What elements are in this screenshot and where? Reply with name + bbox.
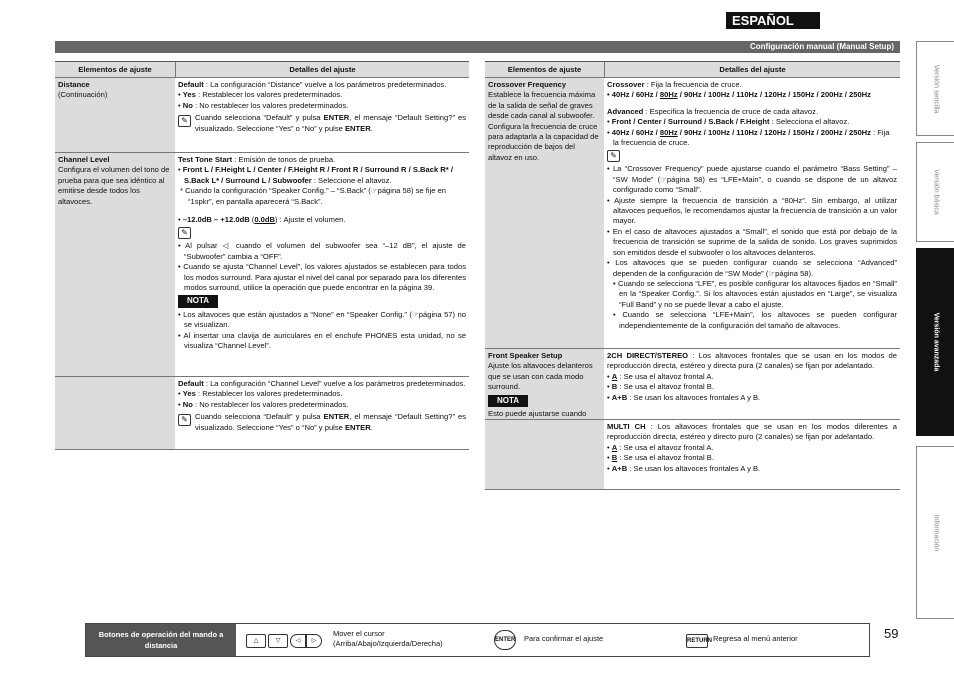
option-text: : Se usan los altavoces frontales A y B. (627, 463, 761, 473)
tab-version-sencilla[interactable] (916, 41, 954, 136)
return-text: Regresa al menú anterior (713, 634, 798, 643)
subtip-item: Cuando se selecciona “LFE”, es posible configurar los altavoces fijados en “Small” en la “Speaker Config.”. Si los altavoces están ajustados en “Large”, se visualiza “Full Band” y no se puede llevar a cabo el ajuste. (617, 278, 897, 309)
tip-text-3: . (370, 422, 373, 432)
wrench-icon: ✎ (178, 414, 191, 426)
tab-version-basica[interactable] (916, 142, 954, 242)
multi-ch-label: MULTI CH (607, 422, 646, 431)
enter-key-label: ENTER (323, 113, 350, 123)
right-table (485, 61, 900, 490)
tip-item: Los altavoces que se pueden configurar cuando se selecciona “Advanced” dependen de la configuración de “SW Mode” (☞página 58). (613, 258, 897, 278)
default-value: 0.0dB (254, 215, 276, 225)
enter-text: Para confirmar el ajuste (524, 634, 604, 643)
no-text: : No restablecer los valores predeterminados. (192, 100, 349, 110)
option-key: A+B (611, 392, 628, 402)
tab-label: Versión básica (932, 169, 939, 215)
test-tone-text: : Emisión de tonos de prueba. (232, 155, 336, 164)
enter-key-label: ENTER (323, 412, 350, 422)
item-description: Configura el volumen del tono de prueba para que sea idéntico al emitirse desde todos los altavoces. (58, 165, 170, 206)
option-text: : Se usa el altavoz frontal B. (617, 382, 714, 392)
tab-label: Versión sencilla (932, 64, 939, 113)
advanced-text: : Especifica la frecuencia de cruce de cada altavoz. (643, 106, 819, 116)
yes-text: : Restablecer los valores predeterminados. (195, 90, 343, 100)
wrench-icon: ✎ (178, 227, 191, 239)
no-text: : No restablecer los valores predeterminados. (192, 399, 349, 409)
enter-key-label: ENTER (344, 123, 371, 133)
enter-key-label: ENTER (344, 422, 371, 432)
freq-default: 80Hz (659, 90, 678, 100)
header-col1: Elementos de ajuste (485, 62, 604, 77)
left-table (55, 61, 469, 450)
tip-text-3: . (370, 123, 373, 133)
tab-version-avanzada[interactable] (916, 248, 954, 436)
range-label: –12.0dB – +12.0dB (182, 215, 250, 225)
speaker-text: : Selecciona el altavoz. (769, 117, 850, 127)
tip-item: La “Crossover Frequency” puede ajustarse cuando el parámetro “Bass Setting” – “SW Mode” (☞página 58) es “LFE+Main”, o cuando se dispone de un altavoz configurado como “Small”. (612, 164, 897, 195)
language-label: ESPAÑOL (726, 12, 820, 29)
default-text: : La configuración “Channel Level” vuelve a los parámetros predeterminados. (203, 379, 466, 388)
note-text: Esto puede ajustarse cuando (488, 409, 587, 419)
crossover-text: : Fija la frecuencia de cruce. (644, 80, 742, 89)
channel-list: Front L / F.Height L / Center / F.Height R / Front R / Surround R / S.Back R* / S.Back L* / Surround L / Subwoofer (182, 165, 453, 185)
option-text: : Se usa el altavoz frontal A. (617, 371, 714, 381)
option-key: A (611, 442, 618, 452)
up-arrow-icon: △ (246, 634, 266, 648)
footer-label: Botones de operación del mando a distancia (86, 624, 236, 656)
item-description: Ajuste los altavoces delanteros que se usan con cada modo surround. (488, 361, 593, 392)
return-button-icon: RETURN (686, 634, 708, 648)
wrench-icon: ✎ (178, 115, 191, 127)
option-key: A (611, 371, 618, 381)
no-label: No (182, 399, 193, 409)
nota-badge: NOTA (488, 395, 528, 407)
tip-item: Al pulsar ◁ cuando el volumen del subwoofer sea “–12 dB”, el ajuste de “Subwoofer” cambia a “OFF”. (184, 241, 466, 261)
item-title: Front Speaker Setup (488, 351, 563, 360)
tip-text-2: , el mensaje “Default Setting?” es visualizado. Seleccione “Yes” o “No” y pulse (195, 113, 466, 133)
advanced-label: Advanced (607, 106, 644, 116)
ch2-prefix: 2 (607, 351, 612, 360)
tip-item: En el caso de altavoces ajustados a “Small”, el sonido que está por debajo de la frecuencia de transición se suprime de la salida de sonido. Los graves suprimidos son emitidos desde el subwoofer o los altavoces delanteros. (612, 226, 897, 257)
remote-buttons-legend (85, 623, 870, 657)
tip-item: Ajuste siempre la frecuencia de transición a “80Hz”. Sin embargo, al utilizar altavoces pequeños, le recomendamos ajustar la frecuencia de transición a un valor mayor. (613, 195, 897, 226)
asterisk-note: Cuando la configuración “Speaker Config.” – “S.Back” (☞página 58) se fije en “1spkr”, en pantalla aparecerá “S.Back”. (185, 186, 446, 206)
subtip-item: Cuando se selecciona “LFE+Main”, los altavoces se pueden configurar independientemente de la configuración del tamaño de altavoces. (619, 310, 897, 330)
table-row-crossover: Crossover Frequency Establece la frecuencia máxima de la salida de señal de graves desde cada canal al subwoofer. Configura la frecuencia de cruce para adaptarla a la capacidad de reproducción de bajos del altavoz en uso. Crossover : Fija la frecuencia de cruce. • 40Hz / 60Hz / 80Hz / 90Hz / 100Hz / 110Hz / 120Hz / 150Hz / 200Hz / 250Hz Advanced : Especifica la frecuencia de cruce de cada altavoz. • Front / Center / Surround / S.Back / F.Height : Selecciona el altavoz. • 40Hz / 60Hz / 80Hz / 90Hz / 100Hz / 110Hz / 120Hz / 150Hz / 200Hz / 250Hz : Fija la frecuencia de cruce. ✎ • La “Crossover Frequency” puede ajustarse cuando el parámetro “Bass Setting” – “SW Mode” (☞página 58) es “LFE+Main”, o cuando se dispone de un altavoz configurado como “Small”. • Ajuste siempre la frecuencia de transición a “80Hz”. Sin embargo, al utilizar altavoces pequeños, le recomendamos ajustar la frecuencia de transición a un valor mayor. • En el caso de altavoces ajustados a “Small”, el sonido que está por debajo de la frecuencia de transición se suprime de la salida de sonido. Los graves suprimidos son emitidos desde el subwoofer o los altavoces delanteros. • Los altavoces que se pueden configurar cuando se selecciona “Advanced” dependen de la configuración de “SW Mode” (☞página 58). • Cuando se selecciona “LFE”, es posible configurar los altavoces fijados en “Small” en la “Speaker Config.”. Si los altavoces están ajustados en “Large”, se visualiza “Full Band” y no se puede llevar a cabo el ajuste. • Cuando se selecciona “LFE+Main”, los altavoces se pueden configurar independientemente de la configuración del tamaño de altavoces. (485, 78, 900, 349)
down-arrow-icon: ▽ (268, 634, 288, 648)
tip-text: Cuando selecciona “Default” y pulsa (195, 412, 324, 422)
test-tone-label: Test Tone Start (178, 155, 233, 164)
item-description: Establece la frecuencia máxima de la salida de señal de graves desde cada canal al subwoofer. Configura la frecuencia de cruce para adaptarla a la capacidad de reproducción de bajos del altavoz en uso. (488, 90, 599, 162)
ch2-label: CH DIRECT/STEREO (611, 351, 689, 360)
option-text: : Se usan los altavoces frontales A y B. (627, 392, 761, 402)
enter-button-icon: ENTER (494, 630, 516, 650)
multi-ch-text: : Los altavoces frontales que se usan en los modos diferentes a reproducción directa, estéreo y directo puro (2 canales) se fijan por adelantado. (607, 422, 897, 442)
freq-list: 40Hz / 60Hz / (611, 127, 660, 137)
freq-list: 40Hz / 60Hz / (611, 90, 660, 100)
yes-label: Yes (182, 90, 196, 100)
freq-list: / 90Hz / 100Hz / 110Hz / 120Hz / 150Hz / 200Hz / 250Hz (677, 90, 871, 100)
item-title: Channel Level (58, 155, 110, 164)
header-col2: Detalles del ajuste (175, 62, 469, 77)
item-title: Distance (58, 80, 90, 89)
ch2-text: : Los altavoces frontales que se usan en los modos de reproducción directa, estéreo y directa pura (2 canales) se fijan por adelantado. (607, 351, 897, 371)
freq-list: / 90Hz / 100Hz / 110Hz / 120Hz / 150Hz / 200Hz / 250Hz (677, 127, 871, 137)
tip-text-2: , el mensaje “Default Setting?” es visualizado. Seleccione “Yes” o “No” y pulse (195, 412, 466, 432)
default-text: : La configuración “Distance” vuelve a los parámetros predeterminados. (203, 80, 447, 89)
table-row-multi-ch: MULTI CH : Los altavoces frontales que se usan en los modos diferentes a reproducción directa, estéreo y directo puro (2 canales) se fijan por adelantado. • A : Se usa el altavoz frontal A. • B : Se usa el altavoz frontal B. • A+B : Se usan los altavoces frontales A y B. (485, 420, 900, 490)
option-key: A+B (611, 463, 628, 473)
table-row-distance: Distance (Continuación) Default : La configuración “Distance” vuelve a los parámetros predeterminados. • Yes : Restablecer los valores predeterminados. • No : No restablecer los valores predeterminados. ✎ Cuando selecciona “Default” y pulsa ENTER, el mensaje “Default Setting?” es visualizado. Seleccione “Yes” o “No” y pulse ENTER. (55, 78, 469, 153)
page-number: 59 (884, 626, 899, 641)
default-label: Default (178, 379, 204, 388)
header-col1: Elementos de ajuste (55, 62, 175, 77)
header-col2: Detalles del ajuste (604, 62, 900, 77)
yes-text: : Restablecer los valores predeterminados. (195, 389, 343, 399)
tab-label: Información (932, 514, 939, 551)
freq-default: 80Hz (659, 127, 678, 137)
wrench-icon: ✎ (607, 150, 620, 162)
tip-text: Cuando selecciona “Default” y pulsa (195, 113, 324, 123)
no-label: No (182, 100, 193, 110)
tab-informacion[interactable] (916, 446, 954, 619)
nota-badge: NOTA (178, 295, 218, 307)
table-header (55, 62, 469, 78)
right-arrow-icon: ▷ (306, 634, 322, 648)
note-item: Al insertar una clavija de auriculares en el enchufe PHONES esta unidad, no se visualiza “Channel Level”. (183, 330, 466, 351)
left-arrow-icon: ◁ (290, 634, 306, 648)
move-cursor-text: Mover el cursor (Arriba/Abajo/Izquierda/Derecha) (333, 629, 443, 648)
speaker-list: Front / Center / Surround / S.Back / F.Height (611, 117, 770, 127)
option-text: : Se usa el altavoz frontal A. (617, 442, 714, 452)
table-row-channel-level: Channel Level Configura el volumen del tono de prueba para que sea idéntico al emitirse desde todos los altavoces. Test Tone Start : Emisión de tonos de prueba. • Front L / F.Height L / Center / F.Height R / Front R / Surround R / S.Back R* / S.Back L* / Surround L / Subwoofer : Seleccione el altavoz. * Cuando la configuración “Speaker Config.” – “S.Back” (☞página 58) se fije en “1spkr”, en pantalla aparecerá “S.Back”. • –12.0dB – +12.0dB (0.0dB) : Ajuste el volumen. ✎ • Al pulsar ◁ cuando el volumen del subwoofer sea “–12 dB”, el ajuste de “Subwoofer” cambia a “OFF”. • Cuando se ajusta “Channel Level”, los valores ajustados se establecen para todos los modos surround. Para ajustar el nivel del canal por separado para los diferentes modos surround, utilice la operación que puede encontrar en la página 39. NOTA • Los altavoces que están ajustados a “None” en “Speaker Config.” (☞página 57) no se visualizan. • Al insertar una clavija de auriculares en el enchufe PHONES esta unidad, no se visualiza “Channel Level”. (55, 153, 469, 377)
option-key: B (611, 453, 618, 463)
channel-list-text: : Seleccione el altavoz. (311, 175, 392, 185)
tab-label: Versión avanzada (932, 312, 939, 372)
table-header (485, 62, 900, 78)
item-title: Crossover Frequency (488, 80, 567, 89)
freq-text: : Fija la frecuencia de cruce. (613, 127, 890, 148)
note-item: Los altavoces que están ajustados a “None” en “Speaker Config.” (☞página 57) no se visualizan. (183, 309, 466, 330)
table-row-channel-default: Default : La configuración “Channel Level” vuelve a los parámetros predeterminados. • Yes : Restablecer los valores predeterminados. • No : No restablecer los valores predeterminados. ✎ Cuando selecciona “Default” y pulsa ENTER, el mensaje “Default Setting?” es visualizado. Seleccione “Yes” o “No” y pulse ENTER. (55, 377, 469, 450)
option-key: B (611, 382, 618, 392)
crossover-label: Crossover (607, 80, 645, 89)
range-text: : Ajuste el volumen. (277, 215, 346, 225)
option-text: : Se usa el altavoz frontal B. (617, 453, 714, 463)
item-subtitle: (Continuación) (58, 90, 108, 100)
table-row-front-speaker: Front Speaker Setup Ajuste los altavoces delanteros que se usan con cada modo surround. NOTA Esto puede ajustarse cuando 2CH DIRECT/STEREO : Los altavoces frontales que se usan en los modos de reproducción directa, estéreo y directa pura (2 canales) se fijan por adelantado. • A : Se usa el altavoz frontal A. • B : Se usa el altavoz frontal B. • A+B : Se usan los altavoces frontales A y B. (485, 349, 900, 420)
default-label: Default (178, 80, 204, 89)
yes-label: Yes (182, 389, 196, 399)
section-header: Configuración manual (Manual Setup) (55, 41, 900, 53)
tip-item: Cuando se ajusta “Channel Level”, los valores ajustados se establecen para todos los modos surround. Para ajustar el nivel del canal por separado para los diferentes modos surround, utilice la operación que puede encontrar en la página 39. (183, 262, 466, 293)
